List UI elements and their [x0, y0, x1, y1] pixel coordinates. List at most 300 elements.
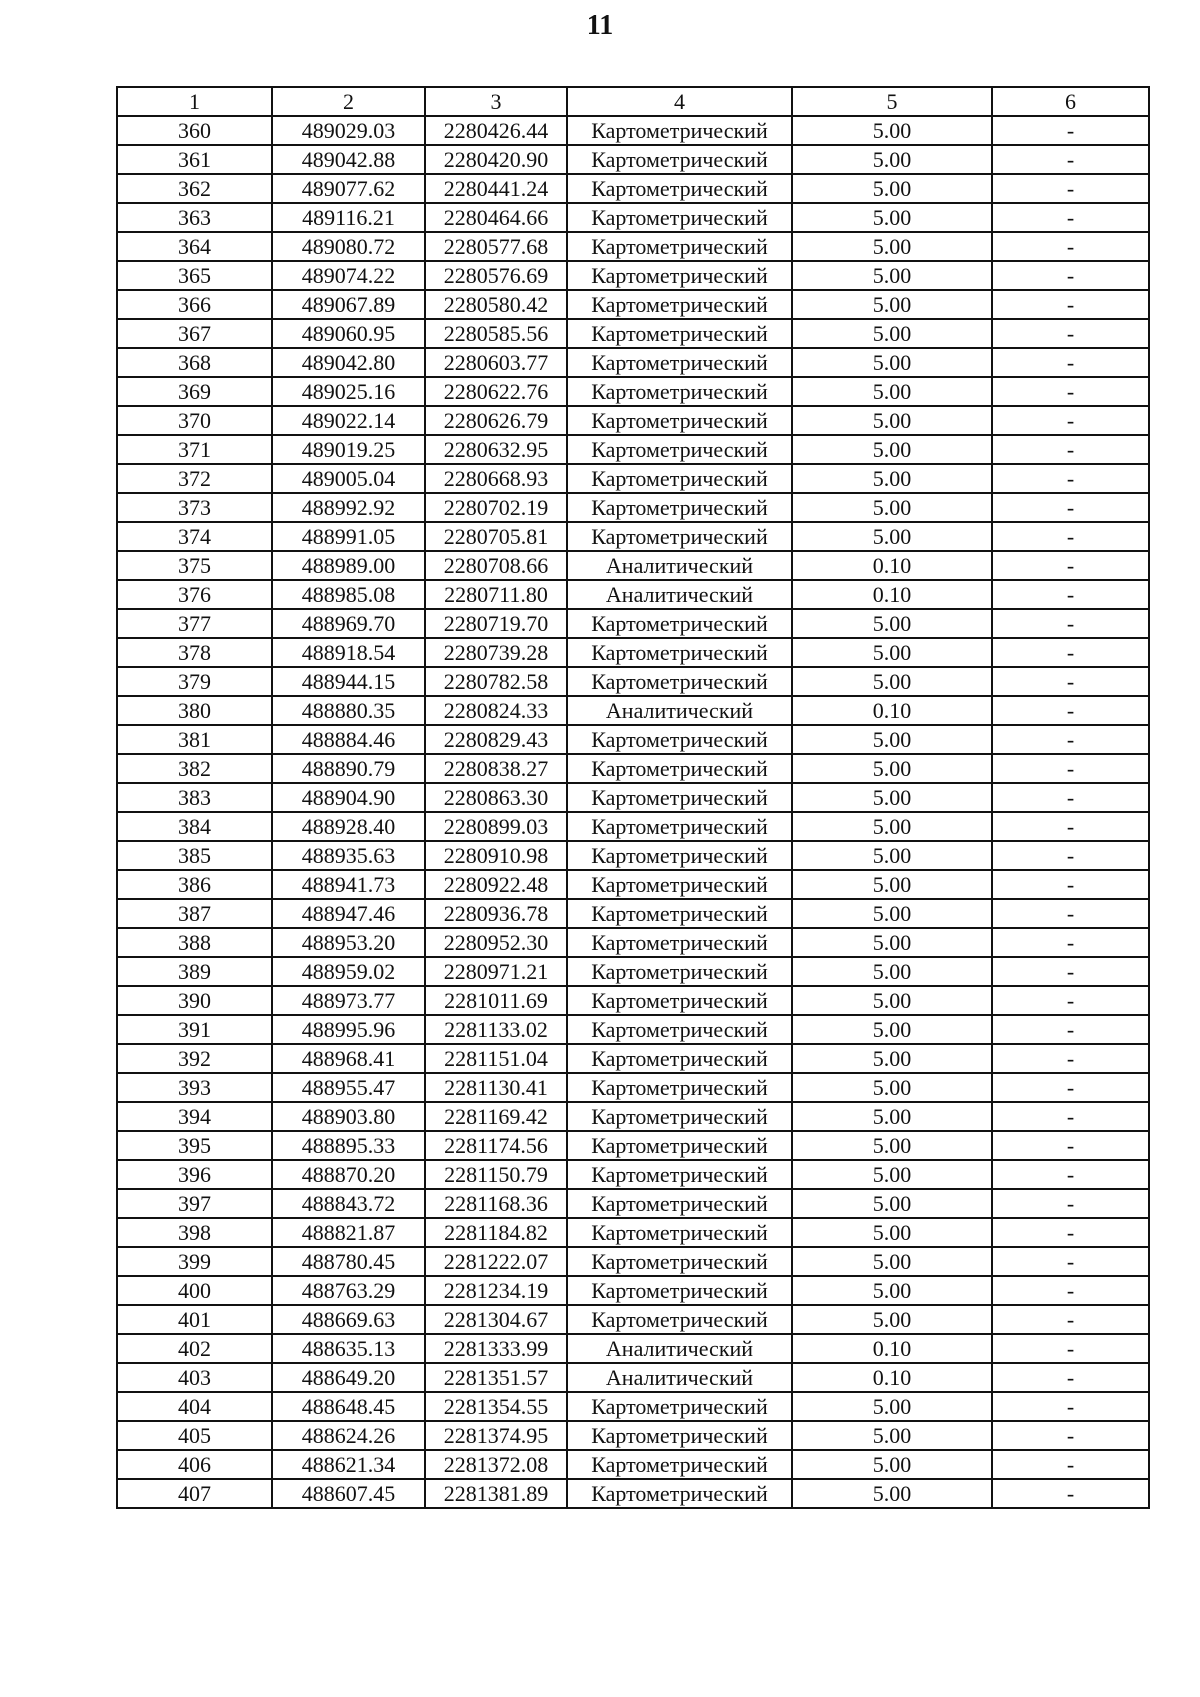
coordinates-table	[116, 86, 1150, 1509]
y-coordinate-cell: 2280668.93	[425, 464, 567, 493]
accuracy-cell: 5.00	[792, 203, 992, 232]
x-coordinate-cell: 488649.20	[272, 1363, 425, 1392]
y-coordinate-cell: 2281234.19	[425, 1276, 567, 1305]
y-coordinate-cell: 2280626.79	[425, 406, 567, 435]
method-cell: Картометрический	[567, 754, 792, 783]
y-coordinate-cell: 2281184.82	[425, 1218, 567, 1247]
accuracy-cell: 5.00	[792, 522, 992, 551]
table-row	[117, 1131, 1149, 1160]
method-cell: Картометрический	[567, 986, 792, 1015]
table-row	[117, 1363, 1149, 1392]
table-row	[117, 783, 1149, 812]
y-coordinate-cell: 2280702.19	[425, 493, 567, 522]
accuracy-cell: 5.00	[792, 174, 992, 203]
table-row	[117, 377, 1149, 406]
description-cell: -	[992, 145, 1149, 174]
y-coordinate-cell: 2281333.99	[425, 1334, 567, 1363]
method-cell: Картометрический	[567, 203, 792, 232]
point-number-cell: 389	[117, 957, 272, 986]
accuracy-cell: 5.00	[792, 232, 992, 261]
point-number-cell: 365	[117, 261, 272, 290]
description-cell: -	[992, 261, 1149, 290]
method-cell: Картометрический	[567, 841, 792, 870]
accuracy-cell: 5.00	[792, 1044, 992, 1073]
accuracy-cell: 5.00	[792, 435, 992, 464]
method-cell: Картометрический	[567, 1276, 792, 1305]
table-row	[117, 1392, 1149, 1421]
x-coordinate-cell: 488955.47	[272, 1073, 425, 1102]
table-row	[117, 232, 1149, 261]
accuracy-cell: 5.00	[792, 812, 992, 841]
description-cell: -	[992, 754, 1149, 783]
header-row	[117, 87, 1149, 116]
point-number-cell: 391	[117, 1015, 272, 1044]
y-coordinate-cell: 2281174.56	[425, 1131, 567, 1160]
description-cell: -	[992, 841, 1149, 870]
description-cell: -	[992, 667, 1149, 696]
x-coordinate-cell: 489029.03	[272, 116, 425, 145]
x-coordinate-cell: 488928.40	[272, 812, 425, 841]
table-row	[117, 841, 1149, 870]
x-coordinate-cell: 489005.04	[272, 464, 425, 493]
accuracy-cell: 5.00	[792, 928, 992, 957]
x-coordinate-cell: 488880.35	[272, 696, 425, 725]
description-cell: -	[992, 348, 1149, 377]
column-header: 5	[792, 87, 992, 116]
point-number-cell: 390	[117, 986, 272, 1015]
accuracy-cell: 5.00	[792, 348, 992, 377]
point-number-cell: 401	[117, 1305, 272, 1334]
x-coordinate-cell: 488884.46	[272, 725, 425, 754]
table-row	[117, 261, 1149, 290]
point-number-cell: 385	[117, 841, 272, 870]
x-coordinate-cell: 489019.25	[272, 435, 425, 464]
method-cell: Картометрический	[567, 290, 792, 319]
method-cell: Картометрический	[567, 1218, 792, 1247]
point-number-cell: 360	[117, 116, 272, 145]
x-coordinate-cell: 488870.20	[272, 1160, 425, 1189]
method-cell: Картометрический	[567, 348, 792, 377]
table-row	[117, 754, 1149, 783]
y-coordinate-cell: 2281354.55	[425, 1392, 567, 1421]
y-coordinate-cell: 2281169.42	[425, 1102, 567, 1131]
description-cell: -	[992, 725, 1149, 754]
description-cell: -	[992, 609, 1149, 638]
point-number-cell: 375	[117, 551, 272, 580]
description-cell: -	[992, 319, 1149, 348]
x-coordinate-cell: 489067.89	[272, 290, 425, 319]
y-coordinate-cell: 2280922.48	[425, 870, 567, 899]
accuracy-cell: 5.00	[792, 870, 992, 899]
y-coordinate-cell: 2280576.69	[425, 261, 567, 290]
point-number-cell: 361	[117, 145, 272, 174]
point-number-cell: 372	[117, 464, 272, 493]
point-number-cell: 382	[117, 754, 272, 783]
table-row	[117, 1015, 1149, 1044]
y-coordinate-cell: 2281374.95	[425, 1421, 567, 1450]
description-cell: -	[992, 203, 1149, 232]
x-coordinate-cell: 488903.80	[272, 1102, 425, 1131]
y-coordinate-cell: 2280464.66	[425, 203, 567, 232]
y-coordinate-cell: 2280899.03	[425, 812, 567, 841]
method-cell: Картометрический	[567, 1247, 792, 1276]
x-coordinate-cell: 488947.46	[272, 899, 425, 928]
accuracy-cell: 5.00	[792, 667, 992, 696]
table-row	[117, 522, 1149, 551]
table-row	[117, 1334, 1149, 1363]
column-header: 1	[117, 87, 272, 116]
y-coordinate-cell: 2280863.30	[425, 783, 567, 812]
description-cell: -	[992, 957, 1149, 986]
x-coordinate-cell: 489074.22	[272, 261, 425, 290]
point-number-cell: 363	[117, 203, 272, 232]
y-coordinate-cell: 2280580.42	[425, 290, 567, 319]
accuracy-cell: 5.00	[792, 899, 992, 928]
point-number-cell: 371	[117, 435, 272, 464]
accuracy-cell: 5.00	[792, 1421, 992, 1450]
point-number-cell: 368	[117, 348, 272, 377]
x-coordinate-cell: 488635.13	[272, 1334, 425, 1363]
table-row	[117, 812, 1149, 841]
y-coordinate-cell: 2280705.81	[425, 522, 567, 551]
method-cell: Картометрический	[567, 522, 792, 551]
description-cell: -	[992, 696, 1149, 725]
x-coordinate-cell: 488890.79	[272, 754, 425, 783]
accuracy-cell: 0.10	[792, 1334, 992, 1363]
description-cell: -	[992, 232, 1149, 261]
description-cell: -	[992, 406, 1149, 435]
description-cell: -	[992, 116, 1149, 145]
description-cell: -	[992, 986, 1149, 1015]
table-row	[117, 667, 1149, 696]
accuracy-cell: 5.00	[792, 1479, 992, 1508]
y-coordinate-cell: 2281351.57	[425, 1363, 567, 1392]
point-number-cell: 395	[117, 1131, 272, 1160]
y-coordinate-cell: 2280952.30	[425, 928, 567, 957]
table-row	[117, 319, 1149, 348]
accuracy-cell: 5.00	[792, 261, 992, 290]
method-cell: Аналитический	[567, 551, 792, 580]
method-cell: Картометрический	[567, 464, 792, 493]
method-cell: Картометрический	[567, 1479, 792, 1508]
point-number-cell: 399	[117, 1247, 272, 1276]
description-cell: -	[992, 1305, 1149, 1334]
x-coordinate-cell: 488968.41	[272, 1044, 425, 1073]
description-cell: -	[992, 1392, 1149, 1421]
accuracy-cell: 5.00	[792, 145, 992, 174]
x-coordinate-cell: 488904.90	[272, 783, 425, 812]
method-cell: Картометрический	[567, 1160, 792, 1189]
point-number-cell: 405	[117, 1421, 272, 1450]
x-coordinate-cell: 488821.87	[272, 1218, 425, 1247]
method-cell: Картометрический	[567, 116, 792, 145]
table-row	[117, 1073, 1149, 1102]
y-coordinate-cell: 2280838.27	[425, 754, 567, 783]
accuracy-cell: 5.00	[792, 1305, 992, 1334]
method-cell: Картометрический	[567, 377, 792, 406]
column-header: 4	[567, 87, 792, 116]
method-cell: Аналитический	[567, 1334, 792, 1363]
accuracy-cell: 5.00	[792, 957, 992, 986]
point-number-cell: 398	[117, 1218, 272, 1247]
method-cell: Картометрический	[567, 1305, 792, 1334]
point-number-cell: 386	[117, 870, 272, 899]
x-coordinate-cell: 488780.45	[272, 1247, 425, 1276]
point-number-cell: 370	[117, 406, 272, 435]
column-header: 6	[992, 87, 1149, 116]
description-cell: -	[992, 1218, 1149, 1247]
y-coordinate-cell: 2280739.28	[425, 638, 567, 667]
description-cell: -	[992, 928, 1149, 957]
description-cell: -	[992, 290, 1149, 319]
description-cell: -	[992, 1189, 1149, 1218]
point-number-cell: 384	[117, 812, 272, 841]
method-cell: Картометрический	[567, 145, 792, 174]
x-coordinate-cell: 489080.72	[272, 232, 425, 261]
accuracy-cell: 5.00	[792, 1450, 992, 1479]
y-coordinate-cell: 2280910.98	[425, 841, 567, 870]
y-coordinate-cell: 2281133.02	[425, 1015, 567, 1044]
description-cell: -	[992, 1044, 1149, 1073]
table-row	[117, 609, 1149, 638]
table-row	[117, 1305, 1149, 1334]
table-row	[117, 1247, 1149, 1276]
y-coordinate-cell: 2280782.58	[425, 667, 567, 696]
x-coordinate-cell: 488935.63	[272, 841, 425, 870]
method-cell: Картометрический	[567, 812, 792, 841]
accuracy-cell: 5.00	[792, 1073, 992, 1102]
x-coordinate-cell: 488763.29	[272, 1276, 425, 1305]
description-cell: -	[992, 1131, 1149, 1160]
method-cell: Аналитический	[567, 1363, 792, 1392]
x-coordinate-cell: 488953.20	[272, 928, 425, 957]
description-cell: -	[992, 1479, 1149, 1508]
description-cell: -	[992, 1247, 1149, 1276]
method-cell: Картометрический	[567, 174, 792, 203]
y-coordinate-cell: 2280441.24	[425, 174, 567, 203]
point-number-cell: 400	[117, 1276, 272, 1305]
table-row	[117, 1160, 1149, 1189]
method-cell: Картометрический	[567, 1102, 792, 1131]
x-coordinate-cell: 488648.45	[272, 1392, 425, 1421]
point-number-cell: 364	[117, 232, 272, 261]
point-number-cell: 392	[117, 1044, 272, 1073]
y-coordinate-cell: 2281304.67	[425, 1305, 567, 1334]
description-cell: -	[992, 1334, 1149, 1363]
description-cell: -	[992, 638, 1149, 667]
x-coordinate-cell: 488991.05	[272, 522, 425, 551]
table-row	[117, 551, 1149, 580]
method-cell: Картометрический	[567, 928, 792, 957]
accuracy-cell: 5.00	[792, 1160, 992, 1189]
table-row	[117, 1450, 1149, 1479]
description-cell: -	[992, 464, 1149, 493]
accuracy-cell: 5.00	[792, 1218, 992, 1247]
method-cell: Картометрический	[567, 1189, 792, 1218]
method-cell: Картометрический	[567, 725, 792, 754]
point-number-cell: 407	[117, 1479, 272, 1508]
method-cell: Картометрический	[567, 1131, 792, 1160]
point-number-cell: 379	[117, 667, 272, 696]
description-cell: -	[992, 551, 1149, 580]
point-number-cell: 394	[117, 1102, 272, 1131]
table-row	[117, 1102, 1149, 1131]
method-cell: Картометрический	[567, 406, 792, 435]
y-coordinate-cell: 2280632.95	[425, 435, 567, 464]
y-coordinate-cell: 2280971.21	[425, 957, 567, 986]
column-header: 2	[272, 87, 425, 116]
table-header	[117, 87, 1149, 116]
y-coordinate-cell: 2280420.90	[425, 145, 567, 174]
y-coordinate-cell: 2281011.69	[425, 986, 567, 1015]
x-coordinate-cell: 488895.33	[272, 1131, 425, 1160]
y-coordinate-cell: 2281222.07	[425, 1247, 567, 1276]
description-cell: -	[992, 1276, 1149, 1305]
table-row	[117, 899, 1149, 928]
x-coordinate-cell: 488969.70	[272, 609, 425, 638]
description-cell: -	[992, 1102, 1149, 1131]
x-coordinate-cell: 489042.80	[272, 348, 425, 377]
description-cell: -	[992, 899, 1149, 928]
description-cell: -	[992, 174, 1149, 203]
accuracy-cell: 5.00	[792, 464, 992, 493]
x-coordinate-cell: 489116.21	[272, 203, 425, 232]
description-cell: -	[992, 377, 1149, 406]
x-coordinate-cell: 488941.73	[272, 870, 425, 899]
method-cell: Картометрический	[567, 957, 792, 986]
table-row	[117, 435, 1149, 464]
description-cell: -	[992, 1363, 1149, 1392]
x-coordinate-cell: 488973.77	[272, 986, 425, 1015]
method-cell: Картометрический	[567, 783, 792, 812]
point-number-cell: 374	[117, 522, 272, 551]
point-number-cell: 383	[117, 783, 272, 812]
point-number-cell: 381	[117, 725, 272, 754]
method-cell: Картометрический	[567, 1044, 792, 1073]
accuracy-cell: 5.00	[792, 1189, 992, 1218]
x-coordinate-cell: 489025.16	[272, 377, 425, 406]
y-coordinate-cell: 2281150.79	[425, 1160, 567, 1189]
x-coordinate-cell: 488669.63	[272, 1305, 425, 1334]
method-cell: Картометрический	[567, 1015, 792, 1044]
accuracy-cell: 5.00	[792, 1276, 992, 1305]
x-coordinate-cell: 489022.14	[272, 406, 425, 435]
description-cell: -	[992, 1450, 1149, 1479]
x-coordinate-cell: 488944.15	[272, 667, 425, 696]
accuracy-cell: 5.00	[792, 377, 992, 406]
point-number-cell: 378	[117, 638, 272, 667]
method-cell: Картометрический	[567, 638, 792, 667]
method-cell: Картометрический	[567, 435, 792, 464]
x-coordinate-cell: 489077.62	[272, 174, 425, 203]
x-coordinate-cell: 488989.00	[272, 551, 425, 580]
x-coordinate-cell: 488918.54	[272, 638, 425, 667]
point-number-cell: 397	[117, 1189, 272, 1218]
description-cell: -	[992, 1421, 1149, 1450]
x-coordinate-cell: 488995.96	[272, 1015, 425, 1044]
description-cell: -	[992, 812, 1149, 841]
accuracy-cell: 5.00	[792, 1015, 992, 1044]
table-row	[117, 580, 1149, 609]
y-coordinate-cell: 2281130.41	[425, 1073, 567, 1102]
x-coordinate-cell: 488621.34	[272, 1450, 425, 1479]
y-coordinate-cell: 2280426.44	[425, 116, 567, 145]
table-row	[117, 725, 1149, 754]
method-cell: Картометрический	[567, 1392, 792, 1421]
method-cell: Картометрический	[567, 667, 792, 696]
accuracy-cell: 5.00	[792, 986, 992, 1015]
table-row	[117, 493, 1149, 522]
accuracy-cell: 5.00	[792, 1102, 992, 1131]
point-number-cell: 387	[117, 899, 272, 928]
x-coordinate-cell: 488992.92	[272, 493, 425, 522]
table-row	[117, 1218, 1149, 1247]
method-cell: Картометрический	[567, 1073, 792, 1102]
method-cell: Картометрический	[567, 899, 792, 928]
table-row	[117, 116, 1149, 145]
method-cell: Картометрический	[567, 319, 792, 348]
description-cell: -	[992, 522, 1149, 551]
accuracy-cell: 0.10	[792, 580, 992, 609]
point-number-cell: 388	[117, 928, 272, 957]
point-number-cell: 362	[117, 174, 272, 203]
table-row	[117, 1479, 1149, 1508]
point-number-cell: 373	[117, 493, 272, 522]
table-row	[117, 1044, 1149, 1073]
y-coordinate-cell: 2280622.76	[425, 377, 567, 406]
table-body	[117, 116, 1149, 1508]
y-coordinate-cell: 2281168.36	[425, 1189, 567, 1218]
y-coordinate-cell: 2280577.68	[425, 232, 567, 261]
point-number-cell: 376	[117, 580, 272, 609]
accuracy-cell: 5.00	[792, 1392, 992, 1421]
accuracy-cell: 5.00	[792, 116, 992, 145]
y-coordinate-cell: 2280719.70	[425, 609, 567, 638]
accuracy-cell: 5.00	[792, 754, 992, 783]
y-coordinate-cell: 2281151.04	[425, 1044, 567, 1073]
accuracy-cell: 0.10	[792, 551, 992, 580]
table-row	[117, 1276, 1149, 1305]
table-row	[117, 870, 1149, 899]
description-cell: -	[992, 493, 1149, 522]
point-number-cell: 396	[117, 1160, 272, 1189]
description-cell: -	[992, 1073, 1149, 1102]
accuracy-cell: 5.00	[792, 609, 992, 638]
y-coordinate-cell: 2281381.89	[425, 1479, 567, 1508]
point-number-cell: 404	[117, 1392, 272, 1421]
accuracy-cell: 5.00	[792, 638, 992, 667]
y-coordinate-cell: 2280829.43	[425, 725, 567, 754]
point-number-cell: 367	[117, 319, 272, 348]
description-cell: -	[992, 783, 1149, 812]
accuracy-cell: 5.00	[792, 841, 992, 870]
point-number-cell: 402	[117, 1334, 272, 1363]
x-coordinate-cell: 488843.72	[272, 1189, 425, 1218]
x-coordinate-cell: 488607.45	[272, 1479, 425, 1508]
method-cell: Картометрический	[567, 870, 792, 899]
column-header: 3	[425, 87, 567, 116]
description-cell: -	[992, 580, 1149, 609]
y-coordinate-cell: 2280708.66	[425, 551, 567, 580]
page-number: 11	[586, 10, 614, 41]
method-cell: Картометрический	[567, 493, 792, 522]
table-row	[117, 145, 1149, 174]
x-coordinate-cell: 489042.88	[272, 145, 425, 174]
accuracy-cell: 5.00	[792, 290, 992, 319]
x-coordinate-cell: 488985.08	[272, 580, 425, 609]
table-row	[117, 203, 1149, 232]
point-number-cell: 369	[117, 377, 272, 406]
